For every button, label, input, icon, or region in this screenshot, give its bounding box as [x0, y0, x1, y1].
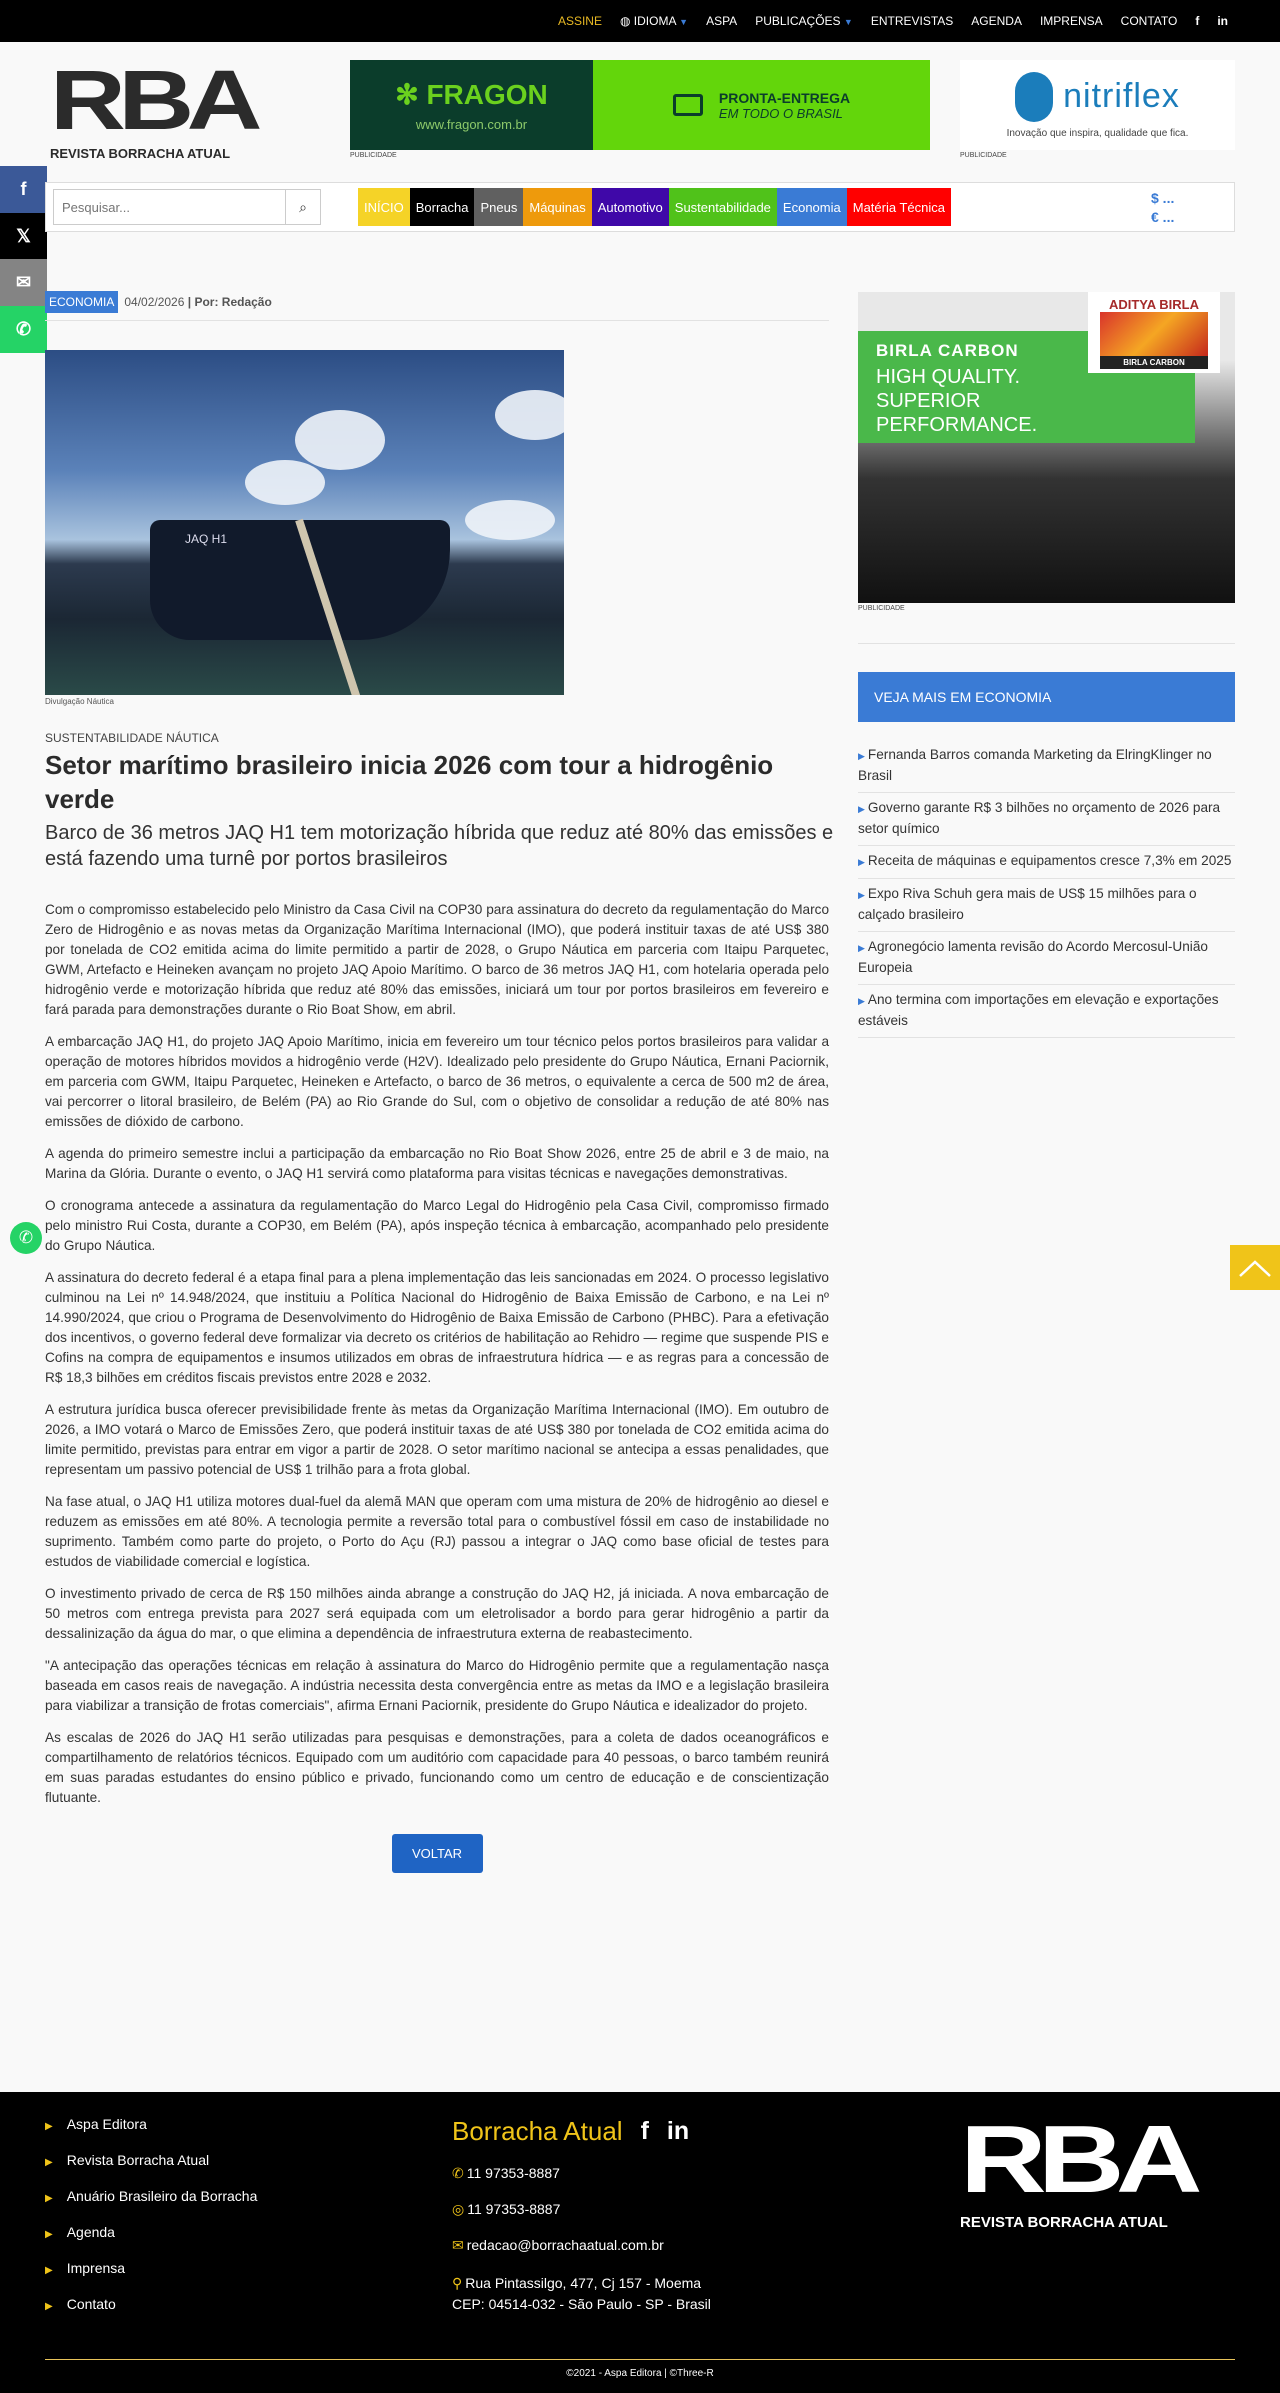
footer-link[interactable]: ▶ Anuário Brasileiro da Borracha	[45, 2188, 258, 2204]
x-icon: 𝕏	[16, 226, 31, 246]
article-date: 04/02/2026	[124, 295, 185, 309]
footer-phone: ✆ 11 97353-8887	[452, 2165, 560, 2181]
search-icon: ⌕	[299, 198, 307, 215]
phone-icon: ✆	[452, 2165, 464, 2181]
related-item[interactable]: ▶ Fernanda Barros comanda Marketing da ElringKlinger no Brasil	[858, 740, 1235, 793]
footer-brand: Borracha Atual	[452, 2116, 623, 2146]
paragraph: As escalas de 2026 do JAQ H1 serão utilizadas para pesquisas e demonstrações, para a coleta de dados oceanográficos e compartilhamento de relatórios técnicos. Equipado com um auditório com capacidade para 40 pessoas, o barco também reunirá em suas paradas estudantes do ensino público e privado, funcionando como um centro de educação e de conscientização flutuante.	[45, 1730, 829, 1805]
related-item[interactable]: ▶ Governo garante R$ 3 bilhões no orçamento de 2026 para setor químico	[858, 793, 1235, 846]
whatsapp-float-button[interactable]	[10, 1222, 42, 1254]
main-nav	[45, 182, 1235, 232]
caret-right-icon: ▶	[45, 2193, 53, 2204]
caret-right-icon: ▶	[858, 857, 865, 867]
caret-right-icon: ▶	[45, 2121, 53, 2132]
whatsapp-icon: ✆	[15, 319, 32, 339]
linkedin-icon[interactable]: in	[1217, 14, 1228, 28]
whatsapp-icon: ◎	[452, 2201, 465, 2217]
facebook-icon: f	[20, 179, 27, 199]
search-box	[53, 189, 321, 225]
category-automotivo[interactable]: Automotivo	[592, 188, 669, 226]
footer-address: ⚲ Rua Pintassilgo, 477, Cj 157 - Moema CEP: 04514-032 - São Paulo - SP - Brasil	[452, 2275, 711, 2312]
top-nav	[558, 0, 1228, 42]
chevron-down-icon: ▼	[843, 17, 853, 27]
related-item[interactable]: ▶ Ano termina com importações em elevação e exportações estáveis	[858, 985, 1235, 1038]
paragraph: A agenda do primeiro semestre inclui a participação da embarcação no Rio Boat Show 2026, entre 25 de abril e 3 de maio, na Marina da Glória. Durante o evento, o JAQ H1 servirá como plataforma para visitas técnicas e navegações demonstrativas.	[45, 1146, 829, 1181]
category-pneus[interactable]: Pneus	[474, 188, 523, 226]
search-input[interactable]	[54, 190, 285, 224]
logo-letters: RBA	[50, 53, 255, 147]
birla-brand: BIRLA CARBON	[876, 341, 1019, 360]
email-icon: ✉	[452, 2237, 464, 2253]
paragraph: A embarcação JAQ H1, do projeto JAQ Apoio Marítimo, inicia em fevereiro um tour técnico pelos portos brasileiros para validar a operação de motores híbridos movidos a hidrogênio verde (H2V). Idealizado pelo presidente do Grupo Náutica, Ernani Paciornik, em parceria com GWM, Itaipu Parquetec, Heineken e Artefacto, o barco de 36 metros, o equivalente a cerca de 500 m2 de área, vai percorrer o litoral brasileiro, de Belém (PA) ao Rio Grande do Sul, com o objetivo de consolidar a redução de até 80% nas emissões de dióxido de carbono.	[45, 1034, 829, 1129]
footer-link[interactable]: ▶ Contato	[45, 2296, 116, 2312]
fragon-ad-banner[interactable]	[350, 60, 930, 150]
footer-whatsapp: ◎ 11 97353-8887	[452, 2201, 561, 2217]
logo-name: REVISTA BORRACHA ATUAL	[960, 2214, 1168, 2231]
nav-assine[interactable]: ASSINE	[557, 14, 602, 28]
related-heading: VEJA MAIS EM ECONOMIA	[858, 672, 1235, 722]
related-item[interactable]: ▶ Receita de máquinas e equipamentos cresce 7,3% em 2025	[858, 846, 1235, 879]
nav-contato[interactable]: CONTATO	[1120, 14, 1178, 28]
caret-right-icon: ▶	[858, 890, 865, 900]
photo-caption: Divulgação Náutica	[45, 697, 114, 706]
share-whatsapp-button[interactable]	[0, 306, 47, 353]
chevron-up-icon	[1238, 1258, 1272, 1278]
nav-idioma-label: IDIOMA	[633, 14, 676, 28]
category-maquinas[interactable]: Máquinas	[523, 188, 591, 226]
nitriflex-tagline: Inovação que inspira, qualidade que fica.	[1006, 127, 1189, 139]
caret-right-icon: ▶	[45, 2301, 53, 2312]
whatsapp-icon: ✆	[18, 1228, 34, 1247]
nav-entrevistas[interactable]: ENTREVISTAS	[870, 14, 954, 28]
footer-links	[45, 2116, 257, 2332]
ad-label: PUBLICIDADE	[858, 605, 905, 612]
footer-link[interactable]: ▶ Agenda	[45, 2224, 115, 2240]
nitriflex-ad-banner[interactable]	[960, 60, 1235, 150]
logo-letters: RBA	[960, 2106, 1194, 2213]
article-photo	[45, 350, 564, 695]
share-facebook-button[interactable]	[0, 166, 47, 213]
search-button[interactable]	[285, 190, 320, 224]
related-item[interactable]: ▶ Expo Riva Schuh gera mais de US$ 15 milhões para o calçado brasileiro	[858, 879, 1235, 932]
nav-aspa[interactable]: ASPA	[706, 14, 738, 28]
related-list	[858, 740, 1235, 1038]
chevron-down-icon: ▼	[679, 17, 689, 27]
category-borracha[interactable]: Borracha	[410, 188, 475, 226]
usd-rate: $ ...	[1151, 190, 1175, 206]
caret-right-icon: ▶	[45, 2229, 53, 2240]
ad-label: PUBLICIDADE	[960, 152, 1007, 159]
birla-logo-top: ADITYA BIRLA	[1108, 296, 1200, 312]
facebook-icon[interactable]: f	[1195, 14, 1200, 28]
article-meta	[45, 291, 272, 313]
article-body	[45, 900, 829, 1873]
share-email-button[interactable]	[0, 259, 47, 306]
footer-link[interactable]: ▶ Imprensa	[45, 2260, 126, 2276]
eur-rate: € ...	[1151, 209, 1175, 225]
article-kicker: SUSTENTABILIDADE NÁUTICA	[45, 731, 219, 745]
footer-logo	[960, 2106, 1235, 2236]
nav-publicacoes[interactable]	[755, 14, 853, 28]
map-pin-icon: ⚲	[452, 2275, 463, 2291]
category-badge[interactable]: ECONOMIA	[45, 291, 118, 313]
paragraph: O investimento privado de cerca de R$ 150 milhões ainda abrange a construção do JAQ H2, já iniciada. A nova embarcação de 50 metros com entrega prevista para 2027 será equipada com um eletrolisador a bordo para gerar hidrogênio a partir da dessalinização da água do mar, o que elimina a dependência de infraestrutura externa de reabastecimento.	[45, 1586, 829, 1641]
scroll-to-top-button[interactable]	[1230, 1245, 1280, 1290]
copyright: ©2021 - Aspa Editora | ©Three-R	[566, 2368, 714, 2379]
birla-logo-bottom: BIRLA CARBON	[1100, 356, 1208, 369]
nitriflex-brand: nitriflex	[1063, 77, 1180, 115]
paragraph: Com o compromisso estabelecido pelo Ministro da Casa Civil na COP30 para assinatura do decreto da regulamentação do Marco Zero de Hidrogênio e as novas metas da Organização Marítima Internacional (IMO), que poderá instituir taxas de até US$ 380 por tonelada de CO2 emitida acima do limite permitido a partir de 2028, o Grupo Náutica em parceria com Itaipu Parquetec, GWM, Artefacto e Heineken avançam no projeto JAQ Apoio Marítimo. O barco de 36 metros JAQ H1, com hotelaria operada pelo hidrogênio verde e motorização híbrida que reduz até 80% das emissões, iniciará um tour por portos brasileiros em fevereiro e fará parada para demonstrações durante o Rio Boat Show, em abril.	[45, 902, 829, 1017]
truck-icon	[673, 94, 703, 116]
divider	[45, 320, 829, 321]
fragon-brand: ✻ FRAGON	[395, 79, 548, 110]
footer	[0, 2092, 1280, 2393]
email-icon: ✉	[15, 272, 32, 292]
footer-link[interactable]: ▶ Revista Borracha Atual	[45, 2152, 210, 2168]
caret-right-icon: ▶	[858, 943, 865, 953]
divider	[858, 643, 1235, 644]
category-economia[interactable]: Economia	[777, 188, 847, 226]
article-subtitle: Barco de 36 metros JAQ H1 tem motorização híbrida que reduz até 80% das emissões e está fazendo uma turnê por portos brasileiros	[45, 822, 834, 870]
nav-idioma[interactable]	[620, 14, 688, 28]
paragraph: O cronograma antecede a assinatura da regulamentação do Marco Legal do Hidrogênio pela Casa Civil, compromisso firmado pelo ministro Rui Costa, durante a COP30, em Belém (PA), após inspeção técnica à embarcação, acompanhado pelo presidente do Grupo Náutica.	[45, 1198, 829, 1253]
ad-label: PUBLICIDADE	[350, 152, 397, 159]
birla-headline: HIGH QUALITY. SUPERIOR PERFORMANCE.	[876, 366, 1038, 436]
category-sustentabilidade[interactable]: Sustentabilidade	[669, 188, 777, 226]
caret-right-icon: ▶	[858, 751, 865, 761]
back-button[interactable]: VOLTAR	[392, 1834, 483, 1873]
birla-carbon-ad[interactable]	[858, 292, 1235, 603]
paragraph: "A antecipação das operações técnicas em relação à assinatura do Marco do Hidrogênio permite que a regulamentação nasça baseada em casos reais de navegação. A indústria necessita desta convergência entre as metas da IMO e a legislação brasileira para viabilizar a transição de frotas comerciais", afirma Ernani Paciornik, presidente do Grupo Náutica e idealizador do projeto.	[45, 1658, 829, 1713]
facebook-icon[interactable]: f	[640, 2117, 649, 2145]
caret-right-icon: ▶	[858, 804, 865, 814]
paragraph: A estrutura jurídica busca oferecer previsibilidade frente às metas da Organização Marítima Internacional (IMO). Em outubro de 2026, a IMO votará o Marco de Emissões Zero, que poderá instituir taxas de até US$ 380 por tonelada de CO2 emitida acima do limite permitido, previstas para entrar em vigor a partir de 2028. O setor marítimo nacional se antecipa a essas penalidades, que representam um passivo potencial de US$ 1 trilhão para a frota global.	[45, 1402, 829, 1477]
aditya-birla-logo	[1088, 292, 1220, 373]
nav-agenda[interactable]: AGENDA	[971, 14, 1022, 28]
footer-divider	[45, 2359, 1235, 2360]
category-materia-tecnica[interactable]: Matéria Técnica	[847, 188, 951, 226]
paragraph: Na fase atual, o JAQ H1 utiliza motores dual-fuel da alemã MAN que operam com uma mistura de 20% de hidrogênio ao diesel e reduzem as emissões em até 80%. A tecnologia permite a reversão total para o combustível fóssil em caso de instabilidade no suprimento. Também como parte do projeto, o Porto do Açu (RJ) passou a integrar o JAQ como base oficial de testes para estudos de viabilidade comercial e logística.	[45, 1494, 829, 1569]
caret-right-icon: ▶	[45, 2265, 53, 2276]
top-bar	[0, 0, 1280, 42]
category-inicio[interactable]: INÍCIO	[358, 188, 410, 226]
site-logo[interactable]	[50, 53, 285, 164]
paragraph: A assinatura do decreto federal é a etapa final para a plena implementação das leis sancionadas em 2024. O processo legislativo culminou na Lei nº 14.948/2024, que instituiu a Política Nacional do Hidrogênio de Baixa Emissão de Carbono, e na Lei nº 14.990/2024, que criou o Programa de Desenvolvimento do Hidrogênio de Baixa Emissão de Carbono (PHBC). Para a efetivação dos incentivos, o governo federal deve formalizar via decreto os critérios de habilitação ao Rehidro — regime que suspende PIS e Cofins na compra de equipamentos e insumos utilizados em obras de infraestrutura hídrica — e as regras para a concessão de R$ 18,3 bilhões em créditos fiscais previstos entre 2028 e 2032.	[45, 1270, 829, 1385]
caret-right-icon: ▶	[858, 996, 865, 1006]
currency-rates	[1151, 189, 1174, 227]
nitriflex-logo-icon	[1015, 72, 1053, 122]
caret-right-icon: ▶	[45, 2157, 53, 2168]
fragon-line2: EM TODO O BRASIL	[718, 105, 843, 121]
logo-name: REVISTA BORRACHA ATUAL	[50, 146, 231, 161]
article-title: Setor marítimo brasileiro inicia 2026 com tour a hidrogênio verde	[45, 750, 774, 814]
footer-email[interactable]: ✉ redacao@borrachaatual.com.br	[452, 2237, 664, 2253]
nav-imprensa[interactable]: IMPRENSA	[1039, 14, 1103, 28]
footer-contact	[452, 2116, 711, 2315]
fragon-url: www.fragon.com.br	[415, 117, 528, 132]
share-x-button[interactable]	[0, 213, 47, 260]
footer-link[interactable]: ▶ Aspa Editora	[45, 2116, 147, 2132]
fragon-line1: PRONTA-ENTREGA	[718, 89, 851, 106]
article-author: | Por: Redação	[187, 295, 272, 309]
category-nav	[358, 188, 951, 226]
globe-icon: ◍	[619, 14, 634, 28]
nav-publicacoes-label: PUBLICAÇÕES	[755, 14, 841, 28]
related-item[interactable]: ▶ Agronegócio lamenta revisão do Acordo Mercosul-União Europeia	[858, 932, 1235, 985]
linkedin-icon[interactable]: in	[666, 2117, 690, 2145]
boat-name: JAQ H1	[185, 532, 228, 546]
